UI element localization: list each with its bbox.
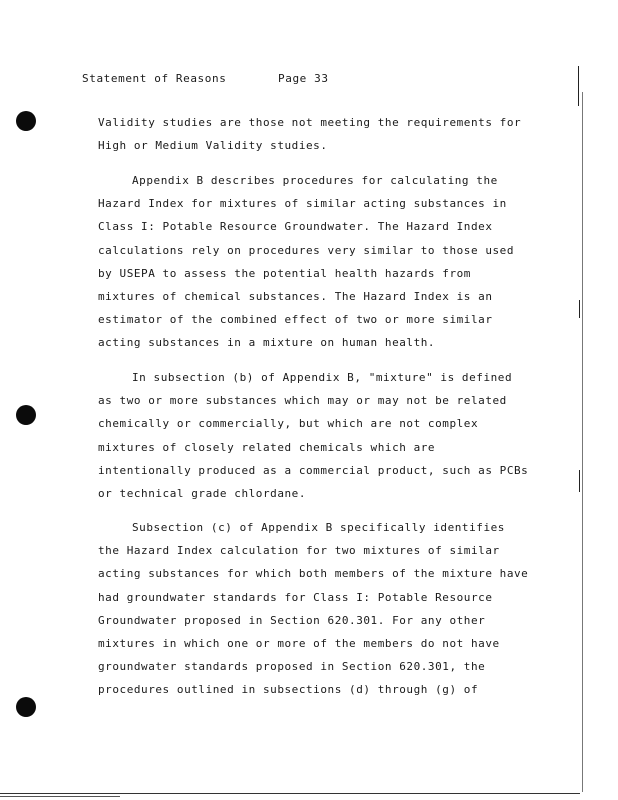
text-line: acting substances for which both members of the mixture have [98,567,529,581]
paragraph-4 [98,516,529,702]
text-line: chemically or commercially, but which are not complex [98,417,479,431]
text-line: the Hazard Index calculation for two mixtures of similar [98,544,500,558]
scan-bottom-line [0,793,580,794]
scan-edge-line [579,470,580,492]
text-line: Groundwater proposed in Section 620.301. For any other [98,613,486,627]
paragraph-1 [98,111,522,157]
header-title: Statement of Reasons [82,72,227,85]
text-line: High or Medium Validity studies. [98,139,328,153]
text-line: In subsection (b) of Appendix B, "mixture" is defined [132,371,513,384]
scan-edge-line [582,92,583,792]
text-line: mixtures in which one or more of the members do not have [98,636,500,650]
punch-hole-top [16,111,36,131]
paragraph-2 [98,169,518,355]
text-line: acting substances in a mixture on human health. [98,336,436,350]
text-line: or technical grade chlordane. [98,486,307,500]
scan-edge-line [579,300,580,318]
text-line: by USEPA to assess the potential health hazards from [98,266,471,280]
text-line: Class I: Potable Resource Groundwater. The Hazard Index [98,220,493,234]
text-line: procedures outlined in subsections (d) through (g) of [98,683,479,697]
punch-hole-middle [16,405,36,425]
text-line: Validity studies are those not meeting the requirements for [98,116,522,129]
text-line: Appendix B describes procedures for calculating the [132,174,498,187]
text-line: mixtures of closely related chemicals which are [98,440,436,454]
text-line: intentionally produced as a commercial product, such as PCBs [98,463,529,477]
page-header [82,72,329,85]
text-line: estimator of the combined effect of two or more similar [98,313,493,327]
punch-hole-bottom [16,697,36,717]
page-number: Page 33 [278,72,329,85]
text-line: Subsection (c) of Appendix B specifically identifies [132,521,505,534]
scan-bottom-line [0,796,120,797]
text-line: calculations rely on procedures very similar to those used [98,243,515,257]
text-line: had groundwater standards for Class I: Potable Resource [98,590,493,604]
text-line: Hazard Index for mixtures of similar acting substances in [98,197,507,211]
text-line: as two or more substances which may or may not be related [98,394,507,408]
text-line: groundwater standards proposed in Section 620.301, the [98,660,486,674]
scan-edge-line [578,66,579,106]
text-line: mixtures of chemical substances. The Hazard Index is an [98,289,493,303]
paragraph-3 [98,366,529,505]
